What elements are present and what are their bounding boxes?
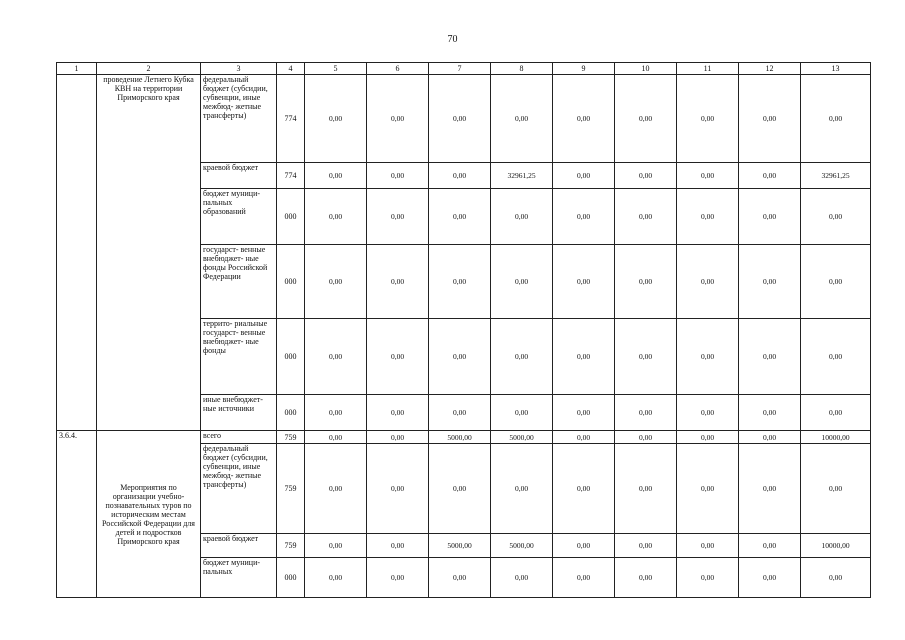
funding-source: краевой бюджет: [201, 163, 277, 189]
item-number: 3.6.4.: [57, 431, 97, 598]
amount-cell: 0,00: [429, 395, 491, 431]
amount-cell: 0,00: [739, 189, 801, 245]
amount-cell: 0,00: [677, 189, 739, 245]
amount-cell: 0,00: [615, 319, 677, 395]
amount-cell: 0,00: [801, 444, 871, 534]
amount-cell: 0,00: [491, 319, 553, 395]
amount-cell: 0,00: [615, 395, 677, 431]
amount-cell: 0,00: [553, 534, 615, 558]
budget-table: [56, 62, 871, 598]
amount-cell: 0,00: [677, 319, 739, 395]
budget-code: 000: [277, 558, 305, 598]
amount-cell: 0,00: [615, 245, 677, 319]
amount-cell: 10000,00: [801, 431, 871, 444]
activity-name: Мероприятия по организации учебно- познавательных туров по историческим местам Российской Федерации для детей и подростков Приморского края: [97, 431, 201, 598]
amount-cell: 0,00: [677, 75, 739, 163]
funding-source: террито- риальные государст- венные внебюджет- ные фонды: [201, 319, 277, 395]
amount-cell: 10000,00: [801, 534, 871, 558]
page-number: 70: [447, 34, 458, 45]
amount-cell: 0,00: [615, 75, 677, 163]
budget-code: 000: [277, 245, 305, 319]
column-header: 7: [429, 63, 491, 75]
budget-code: 000: [277, 189, 305, 245]
table-row: [57, 431, 871, 444]
amount-cell: 0,00: [553, 558, 615, 598]
amount-cell: 0,00: [677, 558, 739, 598]
column-header: 2: [97, 63, 201, 75]
amount-cell: 0,00: [677, 534, 739, 558]
amount-cell: 0,00: [801, 395, 871, 431]
amount-cell: 0,00: [553, 319, 615, 395]
activity-name: проведение Летнего Кубка КВН на территории Приморского края: [97, 75, 201, 431]
funding-source: федеральный бюджет (субсидии, субвенции, иные межбюд- жетные трансферты): [201, 75, 277, 163]
funding-source: бюджет муници- пальных образований: [201, 189, 277, 245]
amount-cell: 32961,25: [801, 163, 871, 189]
amount-cell: 0,00: [305, 189, 367, 245]
column-header: 12: [739, 63, 801, 75]
amount-cell: 0,00: [491, 245, 553, 319]
amount-cell: 0,00: [491, 75, 553, 163]
amount-cell: 0,00: [801, 245, 871, 319]
amount-cell: 0,00: [305, 163, 367, 189]
amount-cell: 0,00: [801, 319, 871, 395]
column-header: 1: [57, 63, 97, 75]
column-header: 5: [305, 63, 367, 75]
amount-cell: 0,00: [739, 444, 801, 534]
amount-cell: 0,00: [739, 75, 801, 163]
budget-code: 759: [277, 534, 305, 558]
amount-cell: 0,00: [429, 163, 491, 189]
amount-cell: 0,00: [429, 319, 491, 395]
amount-cell: 0,00: [491, 395, 553, 431]
amount-cell: 0,00: [615, 534, 677, 558]
amount-cell: 0,00: [553, 444, 615, 534]
amount-cell: 0,00: [305, 319, 367, 395]
amount-cell: 0,00: [615, 189, 677, 245]
amount-cell: 0,00: [739, 163, 801, 189]
amount-cell: 5000,00: [491, 431, 553, 444]
amount-cell: 0,00: [367, 558, 429, 598]
funding-source: федеральный бюджет (субсидии, субвенции, иные межбюд- жетные трансферты): [201, 444, 277, 534]
funding-source: бюджет муници- пальных: [201, 558, 277, 598]
amount-cell: 0,00: [367, 444, 429, 534]
amount-cell: 0,00: [367, 431, 429, 444]
amount-cell: 0,00: [305, 75, 367, 163]
budget-code: 759: [277, 444, 305, 534]
amount-cell: 0,00: [801, 558, 871, 598]
amount-cell: 0,00: [367, 395, 429, 431]
column-header: 3: [201, 63, 277, 75]
amount-cell: 0,00: [615, 558, 677, 598]
amount-cell: 0,00: [739, 558, 801, 598]
funding-source: государст- венные внебюджет- ные фонды Российской Федерации: [201, 245, 277, 319]
column-header: 10: [615, 63, 677, 75]
amount-cell: 0,00: [553, 189, 615, 245]
amount-cell: 0,00: [367, 75, 429, 163]
amount-cell: 0,00: [553, 163, 615, 189]
amount-cell: 0,00: [615, 431, 677, 444]
funding-source: краевой бюджет: [201, 534, 277, 558]
amount-cell: 0,00: [305, 558, 367, 598]
amount-cell: 0,00: [677, 395, 739, 431]
amount-cell: 0,00: [739, 395, 801, 431]
amount-cell: 0,00: [305, 245, 367, 319]
amount-cell: 0,00: [491, 444, 553, 534]
amount-cell: 0,00: [429, 189, 491, 245]
amount-cell: 0,00: [491, 558, 553, 598]
amount-cell: 0,00: [739, 245, 801, 319]
column-header: 4: [277, 63, 305, 75]
budget-code: 000: [277, 395, 305, 431]
amount-cell: 0,00: [491, 189, 553, 245]
amount-cell: 0,00: [367, 189, 429, 245]
column-header: 13: [801, 63, 871, 75]
amount-cell: 0,00: [429, 444, 491, 534]
amount-cell: 5000,00: [491, 534, 553, 558]
amount-cell: 5000,00: [429, 534, 491, 558]
amount-cell: 0,00: [677, 163, 739, 189]
amount-cell: 0,00: [429, 558, 491, 598]
amount-cell: 5000,00: [429, 431, 491, 444]
amount-cell: 0,00: [615, 444, 677, 534]
amount-cell: 0,00: [553, 75, 615, 163]
amount-cell: 0,00: [677, 431, 739, 444]
column-header: 8: [491, 63, 553, 75]
amount-cell: 0,00: [429, 75, 491, 163]
amount-cell: 0,00: [677, 444, 739, 534]
amount-cell: 0,00: [801, 75, 871, 163]
amount-cell: 0,00: [429, 245, 491, 319]
amount-cell: 0,00: [305, 534, 367, 558]
amount-cell: 0,00: [367, 163, 429, 189]
amount-cell: 0,00: [367, 534, 429, 558]
amount-cell: 0,00: [553, 431, 615, 444]
funding-source: всего: [201, 431, 277, 444]
budget-code: 000: [277, 319, 305, 395]
amount-cell: 0,00: [305, 444, 367, 534]
column-header: 11: [677, 63, 739, 75]
amount-cell: 0,00: [615, 163, 677, 189]
table-row: [57, 75, 871, 163]
funding-source: иные внебюджет- ные источники: [201, 395, 277, 431]
amount-cell: 0,00: [739, 534, 801, 558]
header-row: [57, 63, 871, 75]
amount-cell: 0,00: [553, 395, 615, 431]
column-header: 9: [553, 63, 615, 75]
amount-cell: 32961,25: [491, 163, 553, 189]
amount-cell: 0,00: [739, 431, 801, 444]
amount-cell: 0,00: [739, 319, 801, 395]
amount-cell: 0,00: [677, 245, 739, 319]
budget-code: 774: [277, 163, 305, 189]
budget-code: 774: [277, 75, 305, 163]
amount-cell: 0,00: [305, 431, 367, 444]
amount-cell: 0,00: [367, 319, 429, 395]
column-header: 6: [367, 63, 429, 75]
item-number: [57, 75, 97, 431]
budget-code: 759: [277, 431, 305, 444]
amount-cell: 0,00: [801, 189, 871, 245]
amount-cell: 0,00: [305, 395, 367, 431]
amount-cell: 0,00: [553, 245, 615, 319]
amount-cell: 0,00: [367, 245, 429, 319]
